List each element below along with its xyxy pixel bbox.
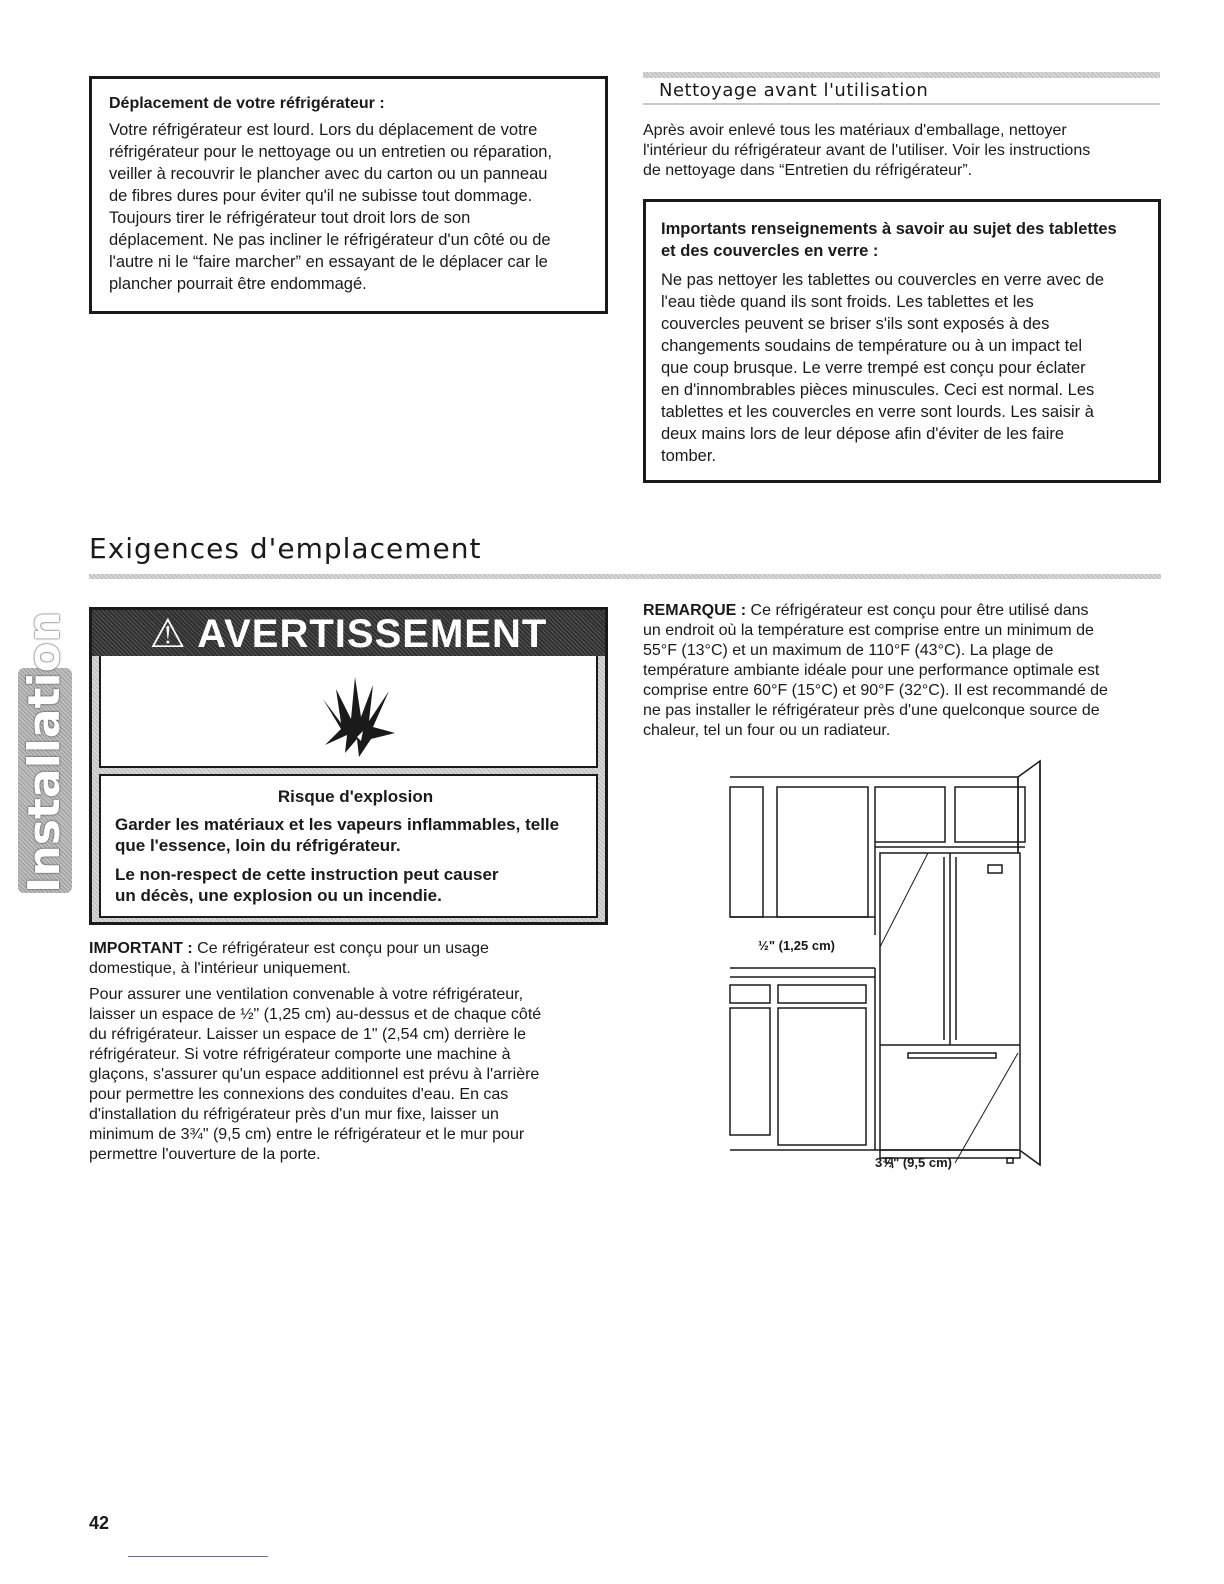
text-line: glaçons, s'assurer qu'un espace additionnel est prévu à l'arrière [89,1066,540,1083]
text-line: chaleur, tel un four ou un radiateur. [643,722,891,739]
title-line: et des couvercles en verre : [661,242,879,260]
warning-text-2 [115,864,596,906]
text-line: comprise entre 60°F (15°C) et 90°F (32°C). Il est recommandé de [643,682,1108,699]
text-line: l'intérieur du réfrigérateur avant de l'utiliser. Voir les instructions [643,142,1091,159]
text-line: température ambiante idéale pour une performance optimale est [643,662,1100,679]
section-title-rule [89,574,1161,579]
clearance-diagram [700,755,1050,1180]
text-line: que coup brusque. Le verre trempé est conçu pour éclater [661,359,1086,377]
remark-label: REMARQUE : [643,602,747,619]
three-quarter-inch-label: 3¾" (9,5 cm) [875,1155,952,1170]
text-line: Toujours tirer le réfrigérateur tout droit lors de son [109,209,471,227]
text-line: veiller à recouvrir le plancher avec du carton ou un panneau [109,165,548,183]
text-line: ne pas installer le réfrigérateur près d'une quelconque source de [643,702,1100,719]
text-line: Ce réfrigérateur est conçu pour un usage [192,940,489,957]
ventilation-paragraph [89,985,609,1165]
text-line: de nettoyage dans “Entretien du réfrigérateur”. [643,162,973,179]
important-paragraph [89,939,609,979]
warning-text-1 [115,814,596,856]
title-line: Importants renseignements à savoir au sujet des tablettes [661,220,1117,238]
text-line: laisser un espace de ½" (1,25 cm) au-dessus et de chaque côté [89,1006,542,1023]
cleaning-heading: Nettoyage avant l'utilisation [643,80,1160,105]
important-label: IMPORTANT : [89,940,193,957]
warning-triangle-icon: ⚠ [149,612,187,656]
text-line: domestique, à l'intérieur uniquement. [89,960,351,977]
bottom-link-line [128,1556,268,1557]
half-inch-label: ½" (1,25 cm) [758,938,835,953]
glass-notice-text [661,269,1154,467]
important-line-1 [89,939,609,959]
explosion-icon [311,661,401,761]
warning-text-panel [92,768,605,922]
page-number: 42 [89,1513,110,1533]
text-line: pour permettre les connexions des conduites d'eau. En cas [89,1086,509,1103]
glass-notice-title [661,218,1154,262]
text-line: Pour assurer une ventilation convenable à votre réfrigérateur, [89,986,524,1003]
text-line: déplacement. Ne pas incliner le réfrigérateur d'un côté ou de [109,231,551,249]
text-line: Après avoir enlevé tous les matériaux d'emballage, nettoyer [643,122,1067,139]
text-line: du réfrigérateur. Laisser un espace de 1" (2,54 cm) derrière le [89,1026,527,1043]
text-line: tablettes et les couvercles en verre sont lourds. Les saisir à [661,403,1094,421]
text-line: deux mains lors de leur dépose afin d'éviter de les faire [661,425,1065,443]
text-line: d'installation du réfrigérateur près d'un mur fixe, laisser un [89,1106,499,1123]
cleaning-text [643,121,1163,181]
remark-paragraph [643,601,1168,741]
warning-box [89,607,608,925]
text-line: minimum de 3¾" (9,5 cm) entre le réfrigérateur et le mur pour [89,1126,525,1143]
text-line: Le non-respect de cette instruction peut causer [115,865,499,884]
text-line: couvercles peuvent se briser s'ils sont exposés à des [661,315,1050,333]
text-line: changements soudains de température ou à un impact tel [661,337,1083,355]
warning-header [92,610,605,656]
text-line: 55°F (13°C) et un maximum de 110°F (43°C). La plage de [643,642,1054,659]
glass-shelves-notice-box [643,199,1161,483]
text-line: réfrigérateur. Si votre réfrigérateur comporte une machine à [89,1046,511,1063]
text-line: Ce réfrigérateur est conçu pour être utilisé dans [746,602,1089,619]
text-line: un endroit où la température est comprise entre un minimum de [643,622,1094,639]
text-line: un décès, une explosion ou un incendie. [115,886,442,905]
remark-line-1 [643,601,1168,621]
text-line: en d'innombrables pièces minuscules. Ceci est normal. Les [661,381,1095,399]
text-line: plancher pourrait être endommagé. [109,275,367,293]
text-line: l'eau tiède quand ils sont froids. Les tablettes et les [661,293,1034,311]
cleaning-heading-rule [643,72,1160,78]
text-line: permettre l'ouverture de la porte. [89,1146,321,1163]
text-line: l'autre ni le “faire marcher” en essayant de le déplacer car le [109,253,548,271]
side-tab-label: Installation [19,610,70,893]
moving-notice-text [109,119,595,295]
warning-header-text: AVERTISSEMENT [197,612,548,656]
text-line: tomber. [661,447,717,465]
text-line: Garder les matériaux et les vapeurs inflammables, telle [115,815,560,834]
section-title: Exigences d'emplacement [89,532,482,565]
text-line: que l'essence, loin du réfrigérateur. [115,836,401,855]
text-line: de fibres dures pour éviter qu'il ne subisse tout dommage. [109,187,533,205]
warning-icon-panel [92,656,605,768]
text-line: Votre réfrigérateur est lourd. Lors du déplacement de votre [109,121,538,139]
moving-notice-title: Déplacement de votre réfrigérateur : [109,95,385,112]
moving-notice-box [89,76,608,314]
text-line: réfrigérateur pour le nettoyage ou un entretien ou réparation, [109,143,553,161]
hazard-title: Risque d'explosion [277,787,434,806]
text-line: Ne pas nettoyer les tablettes ou couvercles en verre avec de [661,271,1104,289]
